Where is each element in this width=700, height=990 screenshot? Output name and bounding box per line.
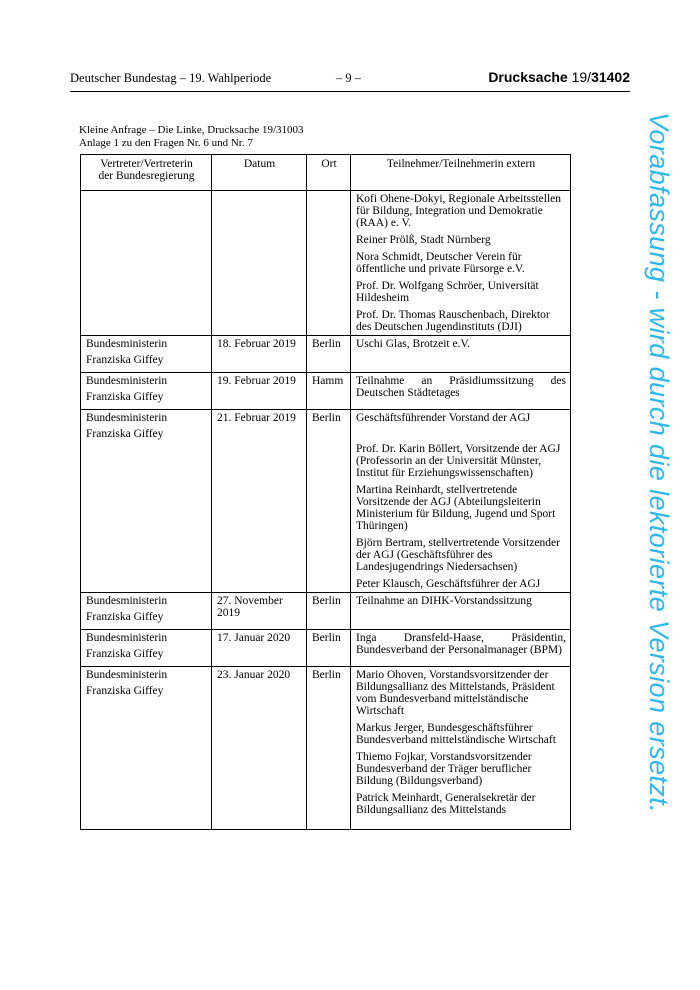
participant-entry: Reiner Prölß, Stadt Nürnberg xyxy=(356,234,491,246)
cell-place: Berlin xyxy=(307,630,351,667)
table-row xyxy=(81,373,571,410)
participant-entry: Mario Ohoven, Vorstandsvorsitzender der Bildungsallianz des Mittelstands, Präsident vom Bundesverband mittelständische Wirtschaft xyxy=(356,669,555,717)
cell-representative xyxy=(81,593,212,630)
cell-participants xyxy=(351,667,571,830)
table-row xyxy=(81,630,571,667)
side-note xyxy=(632,112,688,882)
cell-date: 19. Februar 2019 xyxy=(212,373,307,410)
page-number: – 9 – xyxy=(336,71,361,85)
cell-representative xyxy=(81,667,212,830)
attachment-reference: Anlage 1 zu den Fragen Nr. 6 und Nr. 7 xyxy=(79,137,253,149)
participant-entry: Markus Jerger, Bundesgeschäftsführer Bundesverband mittelständische Wirtschaft xyxy=(356,722,556,746)
table-row xyxy=(81,336,571,373)
representative-name: Franziska Giffey xyxy=(86,611,164,623)
representative-name: Franziska Giffey xyxy=(86,354,164,366)
col-header-representative-line2: der Bundesregierung xyxy=(98,170,195,182)
document-prefix: 19/ xyxy=(571,69,592,85)
participant-entry: Uschi Glas, Brotzeit e.V. xyxy=(356,338,471,350)
cell-participants xyxy=(351,630,571,667)
cell-participants xyxy=(351,410,571,593)
participant-entry: Teilnahme an Präsidiumssitzung des Deutschen Städtetages xyxy=(356,375,566,399)
document-id: 31402 xyxy=(591,69,630,85)
participant-entry: Geschäftsführender Vorstand der AGJ xyxy=(356,412,531,424)
col-header-participants: Teilnehmer/Teilnehmerin extern xyxy=(351,155,571,191)
header-title: Deutscher Bundestag – 19. Wahlperiode xyxy=(70,71,272,85)
cell-representative xyxy=(81,373,212,410)
cell-date: 27. November 2019 xyxy=(212,593,307,630)
participant-entry: Prof. Dr. Karin Böllert, Vorsitzende der AGJ (Professorin an der Universität Münster, Institut für Erziehungswissenschaften) xyxy=(356,443,561,479)
participant-entry: Prof. Dr. Thomas Rauschenbach, Direktor des Deutschen Jugendinstituts (DJI) xyxy=(356,309,550,333)
participant-entry: Teilnahme an DIHK-Vorstandssitzung xyxy=(356,595,532,607)
document-number xyxy=(488,69,630,85)
meetings-table xyxy=(80,154,571,830)
col-header-place: Ort xyxy=(307,155,351,191)
participant-entry: Thiemo Fojkar, Vorstandsvorsitzender Bundesverband der Träger beruflicher Bildung (Bildungsverband) xyxy=(356,751,532,787)
representative-name: Franziska Giffey xyxy=(86,428,164,440)
participant-entry: Inga Dransfeld-Haase, Präsidentin, Bundesverband der Personalmanager (BPM) xyxy=(356,632,566,656)
col-header-representative-line1: Vertreter/Vertreterin xyxy=(100,158,193,170)
cell-representative xyxy=(81,191,212,336)
representative-name: Franziska Giffey xyxy=(86,685,164,697)
table-header-row xyxy=(81,155,571,191)
representative-name: Franziska Giffey xyxy=(86,648,164,660)
col-header-representative xyxy=(81,155,212,191)
cell-place: Berlin xyxy=(307,410,351,593)
participant-entry: Patrick Meinhardt, Generalsekretär der Bildungsallianz des Mittelstands xyxy=(356,792,536,816)
representative-title: Bundesministerin xyxy=(86,338,168,350)
cell-representative xyxy=(81,630,212,667)
participant-entry: Kofi Ohene-Dokyi, Regionale Arbeitsstellen für Bildung, Integration und Demokratie (RAA) e. V. xyxy=(356,193,562,229)
col-header-date: Datum xyxy=(212,155,307,191)
table-row xyxy=(81,410,571,593)
cell-place: Hamm xyxy=(307,373,351,410)
representative-title: Bundesministerin xyxy=(86,595,168,607)
cell-participants xyxy=(351,373,571,410)
cell-participants xyxy=(351,336,571,373)
preliminary-version-note: Vorabfassung - wird durch die lektorierte Version ersetzt. xyxy=(644,112,674,814)
cell-place: Berlin xyxy=(307,667,351,830)
document-label: Drucksache xyxy=(488,69,568,85)
inquiry-reference: Kleine Anfrage – Die Linke, Drucksache 19/31003 xyxy=(79,124,304,136)
representative-title: Bundesministerin xyxy=(86,669,168,681)
cell-participants xyxy=(351,593,571,630)
participant-entry: Martina Reinhardt, stellvertretende Vorsitzende der AGJ (Abteilungsleiterin Ministerium für Bildung, Jugend und Sport Thüringen) xyxy=(356,484,556,532)
table-row xyxy=(81,667,571,830)
representative-title: Bundesministerin xyxy=(86,632,168,644)
participant-entry: Prof. Dr. Wolfgang Schröer, Universität Hildesheim xyxy=(356,280,539,304)
cell-representative xyxy=(81,336,212,373)
table-row xyxy=(81,593,571,630)
cell-date xyxy=(212,191,307,336)
representative-name: Franziska Giffey xyxy=(86,391,164,403)
page-header xyxy=(70,71,630,92)
participant-entry: Peter Klausch, Geschäftsführer der AGJ xyxy=(356,578,541,590)
cell-place: Berlin xyxy=(307,336,351,373)
table-row xyxy=(81,191,571,336)
cell-place xyxy=(307,191,351,336)
cell-place: Berlin xyxy=(307,593,351,630)
participant-entry: Björn Bertram, stellvertretende Vorsitzender der AGJ (Geschäftsführer des Landesjugendrings Niedersachsen) xyxy=(356,537,560,573)
cell-date: 17. Januar 2020 xyxy=(212,630,307,667)
participant-spacer xyxy=(356,429,566,443)
cell-representative xyxy=(81,410,212,593)
cell-date: 18. Februar 2019 xyxy=(212,336,307,373)
representative-title: Bundesministerin xyxy=(86,412,168,424)
cell-date: 21. Februar 2019 xyxy=(212,410,307,593)
cell-participants xyxy=(351,191,571,336)
cell-date: 23. Januar 2020 xyxy=(212,667,307,830)
representative-title: Bundesministerin xyxy=(86,375,168,387)
participant-entry: Nora Schmidt, Deutscher Verein für öffentliche und private Fürsorge e.V. xyxy=(356,251,525,275)
